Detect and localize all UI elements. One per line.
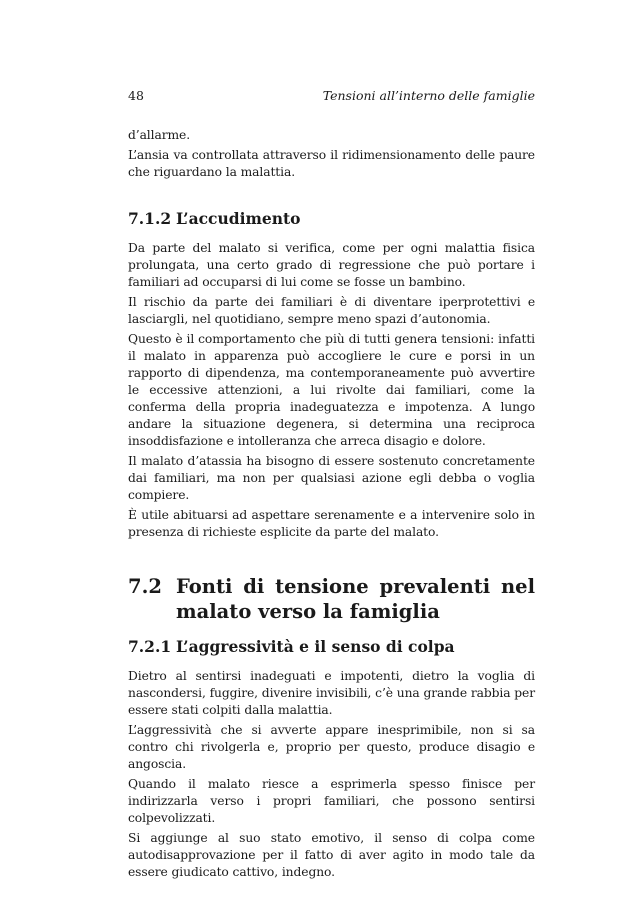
subsection-number: 7.1.2 [128, 209, 172, 228]
subsection-number: 7.2.1 [128, 637, 172, 656]
paragraph: d’allarme. [128, 128, 191, 142]
paragraph: Questo è il comportamento che più di tutti genera tensioni: infatti il malato in apparenza può accogliere le cure e porsi in un rapporto di dipendenza, ma contemporaneamente può avvertire le eccessive attenzioni, a lui rivolte dai familiari, come la conferma della propria inadeguatezza e impotenza. A lungo andare la situazione degenera, si determina una reciproca insoddisfazione e intolleranza che arreca disagio e dolore. [128, 332, 535, 448]
section-number: 7.2 [128, 575, 162, 598]
paragraph: È utile abituarsi ad aspettare serenamente e a intervenire solo in presenza di richieste esplicite da parte del malato. [128, 508, 535, 539]
book-page [128, 88, 535, 884]
section-heading-7-2 [128, 574, 535, 624]
running-title: Tensioni all’interno delle famiglie [322, 88, 535, 103]
subsection-title: L’accudimento [176, 209, 301, 228]
running-head [128, 88, 535, 106]
paragraph: Si aggiunge al suo stato emotivo, il senso di colpa come autodisapprovazione per il fatto di aver agito in modo tale da essere giudicato cattivo, indegno. [128, 831, 535, 879]
paragraph: Quando il malato riesce a esprimerla spesso finisce per indirizzarla verso i propri familiari, che possono sentirsi colpevolizzati. [128, 777, 535, 825]
subsection-heading-7-1-2 [128, 209, 535, 229]
section-title: Fonti di tensione prevalenti nel malato verso la famiglia [176, 575, 535, 623]
paragraph: L’ansia va controllata attraverso il ridimensionamento delle paure che riguardano la malattia. [128, 148, 535, 179]
paragraph: Dietro al sentirsi inadeguati e impotenti, dietro la voglia di nascondersi, fuggire, divenire invisibili, c’è una grande rabbia per essere stati colpiti dalla malattia. [128, 669, 535, 717]
paragraph: Da parte del malato si verifica, come per ogni malattia fisica prolungata, una certo grado di regressione che può portare i familiari ad occuparsi di lui come se fosse un bambino. [128, 241, 535, 289]
paragraph: L’aggressività che si avverte appare inesprimibile, non si sa contro chi rivolgerla e, proprio per questo, produce disagio e angoscia. [128, 723, 535, 771]
subsection-heading-7-2-1 [128, 637, 535, 657]
subsection-title: L’aggressività e il senso di colpa [176, 637, 455, 656]
page-number: 48 [128, 88, 144, 103]
paragraph: Il malato d’atassia ha bisogno di essere sostenuto concretamente dai familiari, ma non per qualsiasi azione egli debba o voglia compiere. [128, 454, 535, 502]
paragraph: Il rischio da parte dei familiari è di diventare iperprotettivi e lasciargli, nel quotidiano, sempre meno spazi d’autonomia. [128, 295, 535, 326]
